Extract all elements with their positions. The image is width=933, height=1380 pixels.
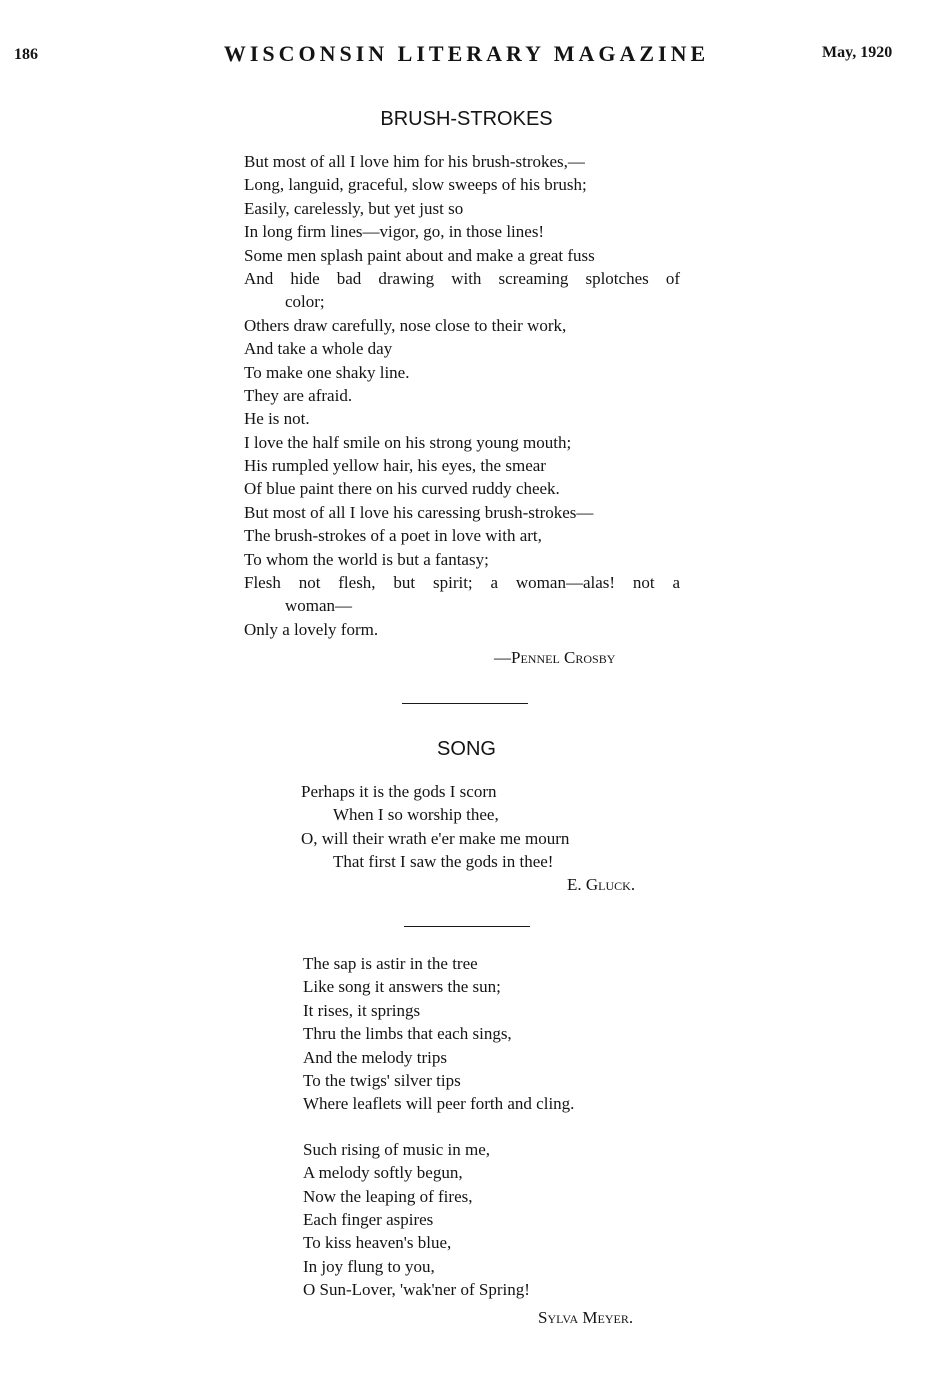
poem-line: A melody softly begun, [303, 1163, 463, 1183]
poem-line: Long, languid, graceful, slow sweeps of his brush; [244, 175, 587, 195]
poem-line: But most of all I love him for his brush-strokes,— [244, 152, 585, 171]
poem-line: His rumpled yellow hair, his eyes, the smear [244, 456, 546, 476]
author-e-gluck: E. Gluck. [567, 875, 636, 894]
poem-title-brush-strokes: BRUSH-STROKES [380, 108, 553, 130]
poem-line: To the twigs' silver tips [303, 1070, 461, 1090]
poem-brush-strokes-body [244, 150, 680, 641]
poem-line: He is not. [244, 409, 310, 429]
poem-line: But most of all I love his caressing brush-strokes— [244, 502, 594, 522]
poem-sap-body [303, 952, 574, 1301]
page-number: 186 [14, 46, 38, 63]
poem-line: Easily, carelessly, but yet just so [244, 198, 464, 218]
poem-line: That first I saw the gods in thee! [333, 852, 554, 872]
poem-line: color; [285, 292, 325, 312]
poem-line: To kiss heaven's blue, [303, 1233, 452, 1253]
poem-line: To whom the world is but a fantasy; [244, 549, 489, 569]
poem-line: To make one shaky line. [244, 362, 410, 382]
poem-line: Each finger aspires [303, 1209, 434, 1229]
poem-line: Only a lovely form. [244, 619, 379, 639]
poem-line: When I so worship thee, [333, 805, 499, 825]
poem-line: Of blue paint there on his curved ruddy cheek. [244, 479, 560, 499]
poem-line: And the melody trips [303, 1047, 448, 1067]
poem-line: And hide bad drawing with screaming splotches of [244, 268, 680, 288]
poem-line: O, will their wrath e'er make me mourn [301, 828, 570, 848]
poem-line: Like song it answers the sun; [303, 977, 501, 997]
poem-line: Perhaps it is the gods I scorn [301, 782, 497, 801]
poem-line: The brush-strokes of a poet in love with art, [244, 526, 542, 546]
poem-line: In long firm lines—vigor, go, in those lines! [244, 222, 545, 242]
stanza-gap [303, 1116, 574, 1138]
poem-line: Now the leaping of fires, [303, 1186, 473, 1206]
poem-line: I love the half smile on his strong young mouth; [244, 432, 572, 452]
poem-line: Such rising of music in me, [303, 1139, 490, 1159]
poem-line: It rises, it springs [303, 1000, 421, 1020]
poem-line: Flesh not flesh, but spirit; a woman—alas! not a [244, 573, 680, 593]
poem-line: Some men splash paint about and make a great fuss [244, 245, 595, 265]
magazine-title: WISCONSIN LITERARY MAGAZINE [223, 41, 710, 66]
poem-line: And take a whole day [244, 339, 393, 359]
poem-line: Where leaflets will peer forth and cling. [303, 1094, 575, 1114]
poem-line: In joy flung to you, [303, 1256, 435, 1276]
poem-song-body [301, 780, 569, 874]
poem-line: Thru the limbs that each sings, [303, 1024, 512, 1044]
section-divider [402, 703, 528, 704]
author-pennel-crosby: —Pennel Crosby [494, 648, 616, 667]
poem-line: They are afraid. [244, 385, 353, 405]
issue-date: May, 1920 [822, 44, 893, 61]
poem-line: O Sun-Lover, 'wak'ner of Spring! [303, 1280, 530, 1300]
poem-title-song: SONG [437, 738, 496, 760]
poem-line: Others draw carefully, nose close to their work, [244, 315, 567, 335]
poem-line: woman— [285, 596, 353, 616]
poem-line: The sap is astir in the tree [303, 954, 478, 973]
section-divider [404, 926, 530, 927]
author-sylva-meyer: Sylva Meyer. [538, 1308, 634, 1327]
